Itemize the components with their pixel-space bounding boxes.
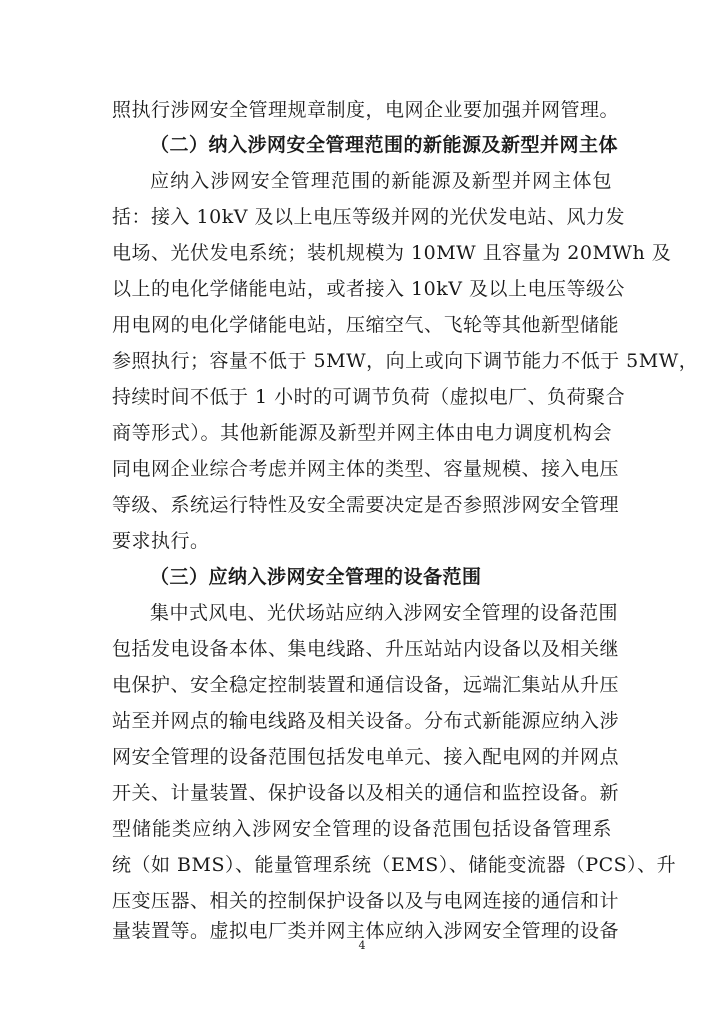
paragraph-line: 应纳入涉网安全管理范围的新能源及新型并网主体包 [150,170,612,192]
paragraph-line: 电场、光伏发电系统；装机规模为 10MW 且容量为 20MWh 及 [112,242,672,264]
paragraph-line: 照执行涉网安全管理规章制度，电网企业要加强并网管理。 [112,99,620,121]
paragraph-line: 参照执行；容量不低于 5MW，向上或向下调节能力不低于 5MW， [112,350,699,372]
paragraph-line: 电保护、安全稳定控制装置和通信设备，远端汇集站从升压 [112,674,620,696]
section-heading: （三）应纳入涉网安全管理的设备范围 [150,566,482,588]
page-number: 4 [358,939,366,952]
paragraph-line: 开关、计量装置、保护设备以及相关的通信和监控设备。新 [112,782,620,804]
paragraph-line: 网安全管理的设备范围包括发电单元、接入配电网的并网点 [112,746,620,768]
paragraph-line: 括：接入 10kV 及以上电压等级并网的光伏发电站、风力发 [112,206,625,228]
paragraph-line: 集中式风电、光伏场站应纳入涉网安全管理的设备范围 [150,602,619,624]
paragraph-line: 持续时间不低于 1 小时的可调节负荷（虚拟电厂、负荷聚合 [112,386,626,408]
paragraph-line: 以上的电化学储能电站，或者接入 10kV 及以上电压等级公 [112,278,625,300]
paragraph-line: 同电网企业综合考虑并网主体的类型、容量规模、接入电压 [112,458,620,480]
paragraph-line: 量装置等。虚拟电厂类并网主体应纳入涉网安全管理的设备 [112,920,620,942]
paragraph-line: 压变压器、相关的控制保护设备以及与电网连接的通信和计 [112,890,620,912]
paragraph-line: 要求执行。 [112,530,210,552]
paragraph-line: 商等形式）。其他新能源及新型并网主体由电力调度机构会 [112,422,612,444]
paragraph-line: 用电网的电化学储能电站，压缩空气、飞轮等其他新型储能 [112,314,620,336]
paragraph-line: 等级、系统运行特性及安全需要决定是否参照涉网安全管理 [112,494,620,516]
section-heading: （二）纳入涉网安全管理范围的新能源及新型并网主体 [150,134,619,156]
paragraph-line: 站至并网点的输电线路及相关设备。分布式新能源应纳入涉 [112,710,620,732]
paragraph-line: 型储能类应纳入涉网安全管理的设备范围包括设备管理系 [112,818,612,840]
paragraph-line: 统（如 BMS）、能量管理系统（EMS）、储能变流器（PCS）、升 [112,854,677,876]
paragraph-line: 包括发电设备本体、集电线路、升压站站内设备以及相关继 [112,638,620,660]
